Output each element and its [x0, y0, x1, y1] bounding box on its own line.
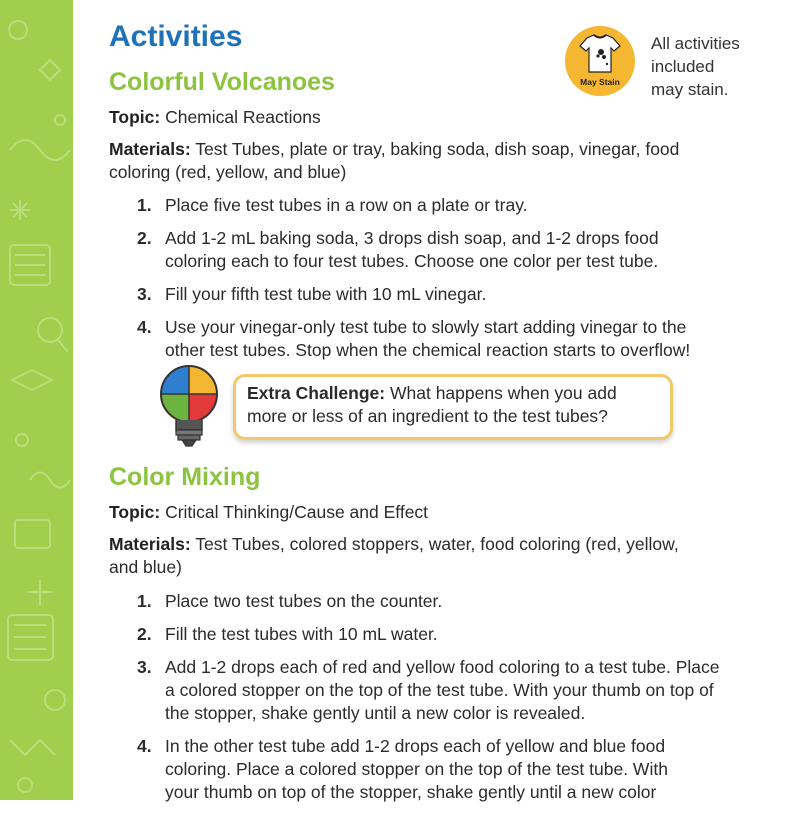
- stain-notice-text: [651, 32, 740, 101]
- materials-text: coloring (red, yellow, and blue): [109, 162, 347, 182]
- pattern-diamond-icon: [40, 60, 60, 80]
- materials-label: Materials:: [109, 139, 191, 159]
- pattern-magnifier-icon: [38, 318, 62, 342]
- pattern-plus-icon: [28, 580, 52, 605]
- may-stain-label: May Stain: [580, 77, 620, 87]
- pattern-lines-icon: [15, 255, 45, 275]
- decorative-sidebar: [0, 0, 73, 800]
- step-text: coloring each to four test tubes. Choose one color per test tube.: [165, 251, 659, 271]
- extra-challenge-box: [233, 374, 673, 440]
- pattern-circle-icon: [45, 690, 65, 710]
- stain-notice-line: may stain.: [651, 80, 729, 99]
- step-text: other test tubes. Stop when the chemical reaction starts to overflow!: [165, 340, 691, 360]
- pattern-handle-icon: [58, 340, 68, 352]
- materials-paragraph: [109, 533, 769, 579]
- materials-text: and blue): [109, 557, 182, 577]
- extra-challenge-question: more or less of an ingredient to the test tubes?: [247, 406, 608, 426]
- materials-paragraph: [109, 138, 769, 184]
- stain-notice-line: All activities: [651, 34, 740, 53]
- step-text: a colored stopper on the top of the test tube. With your thumb on top of: [165, 680, 714, 700]
- pattern-flask-icon: [12, 370, 52, 390]
- list-item: [137, 283, 777, 306]
- pattern-zigzag-icon: [10, 740, 55, 755]
- materials-text: Test Tubes, plate or tray, baking soda, dish soap, vinegar, food: [195, 139, 680, 159]
- pattern-wave-icon: [10, 140, 70, 160]
- extra-challenge-label: Extra Challenge:: [247, 383, 386, 403]
- stain-notice-line: included: [651, 57, 715, 76]
- step-number: 1.: [137, 195, 152, 215]
- step-number: 3.: [137, 657, 152, 677]
- list-item: [137, 735, 777, 804]
- pattern-dot-icon: [16, 434, 28, 446]
- topic-line: [109, 501, 769, 524]
- topic-line: [109, 106, 769, 129]
- step-text: coloring. Place a colored stopper on the top of the test tube. With: [165, 759, 668, 779]
- activity-title: Colorful Volcanoes: [109, 68, 335, 96]
- may-stain-badge: [565, 26, 635, 96]
- step-text: In the other test tube add 1-2 drops each of yellow and blue food: [165, 736, 666, 756]
- tshirt-icon: [565, 26, 635, 78]
- step-text: Fill your fifth test tube with 10 mL vinegar.: [165, 284, 487, 304]
- step-number: 4.: [137, 317, 152, 337]
- list-item: [137, 623, 777, 646]
- step-number: 1.: [137, 591, 152, 611]
- topic-label: Topic:: [109, 107, 161, 127]
- pattern-lines-icon: [14, 625, 46, 649]
- pattern-wave-icon: [30, 473, 70, 488]
- list-item: [137, 590, 777, 613]
- step-text: Place five test tubes in a row on a plate or tray.: [165, 195, 528, 215]
- step-text: Use your vinegar-only test tube to slowly start adding vinegar to the: [165, 317, 687, 337]
- list-item: [137, 194, 777, 217]
- materials-text: Test Tubes, colored stoppers, water, food coloring (red, yellow,: [195, 534, 679, 554]
- pattern-star-icon: [10, 200, 30, 220]
- page-title: Activities: [109, 20, 243, 53]
- step-number: 2.: [137, 624, 152, 644]
- step-number: 2.: [137, 228, 152, 248]
- topic-label: Topic:: [109, 502, 161, 522]
- topic-value: Critical Thinking/Cause and Effect: [165, 502, 429, 522]
- step-number: 3.: [137, 284, 152, 304]
- step-number: 4.: [137, 736, 152, 756]
- list-item: [137, 316, 777, 362]
- list-item: [137, 656, 777, 725]
- pattern-circle-icon: [9, 21, 27, 39]
- step-text: the stopper, shake gently until a new color is revealed.: [165, 703, 586, 723]
- list-item: [137, 227, 777, 273]
- step-text: Fill the test tubes with 10 mL water.: [165, 624, 438, 644]
- step-text: Add 1-2 mL baking soda, 3 drops dish soap, and 1-2 drops food: [165, 228, 659, 248]
- steps-list: [137, 194, 777, 372]
- pattern-box-icon: [15, 520, 50, 548]
- step-text: Place two test tubes on the counter.: [165, 591, 443, 611]
- topic-value: Chemical Reactions: [165, 107, 321, 127]
- steps-list: [137, 590, 777, 814]
- puzzle-lightbulb-icon: [158, 364, 220, 455]
- extra-challenge-text: [247, 382, 670, 428]
- materials-label: Materials:: [109, 534, 191, 554]
- pattern-dot-icon: [55, 115, 65, 125]
- step-text: your thumb on top of the stopper, shake gently until a new color: [165, 782, 657, 802]
- extra-challenge-question: What happens when you add: [389, 383, 617, 403]
- step-text: Add 1-2 drops each of red and yellow food coloring to a test tube. Place: [165, 657, 720, 677]
- pattern-circle-icon: [18, 778, 32, 792]
- activity-title: Color Mixing: [109, 463, 261, 491]
